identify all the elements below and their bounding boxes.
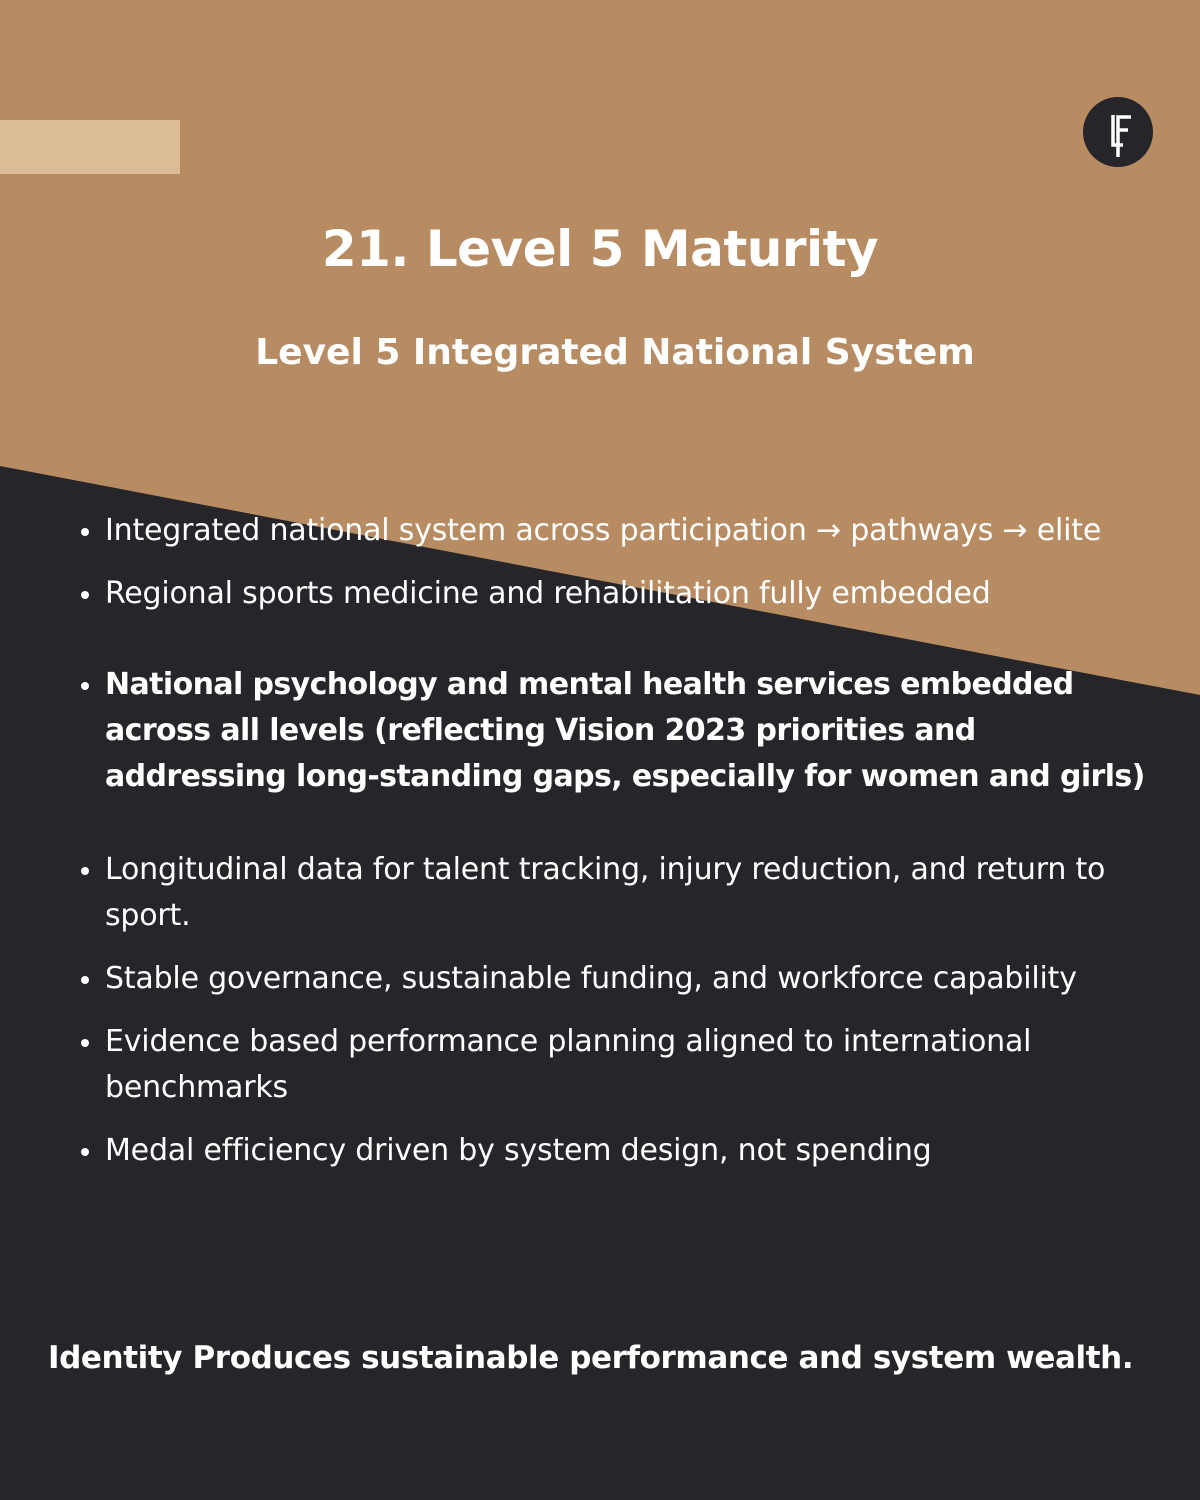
list-item: Longitudinal data for talent tracking, injury reduction, and return to sport. bbox=[105, 847, 1165, 939]
lf-logo bbox=[1083, 97, 1153, 167]
page-subtitle: Level 5 Integrated National System bbox=[255, 332, 975, 373]
list-item: Stable governance, sustainable funding, and workforce capability bbox=[105, 956, 1165, 1002]
accent-bar bbox=[0, 120, 180, 174]
list-item: Evidence based performance planning aligned to international benchmarks bbox=[105, 1019, 1165, 1111]
list-item: Regional sports medicine and rehabilitation fully embedded bbox=[105, 571, 1165, 617]
lf-monogram-icon bbox=[1083, 97, 1153, 167]
list-item: Medal efficiency driven by system design, not spending bbox=[105, 1128, 1165, 1174]
closing-statement: Identity Produces sustainable performance and system wealth. bbox=[48, 1340, 1134, 1376]
page-title: 21. Level 5 Maturity bbox=[321, 220, 879, 278]
list-item-emphasis: National psychology and mental health services embedded across all levels (reflecting Vision 2023 priorities and addressing long-standing gaps, especially for women and girls) bbox=[105, 662, 1165, 800]
list-item: Integrated national system across participation → pathways → elite bbox=[105, 508, 1165, 554]
bullet-list bbox=[105, 508, 1165, 1191]
